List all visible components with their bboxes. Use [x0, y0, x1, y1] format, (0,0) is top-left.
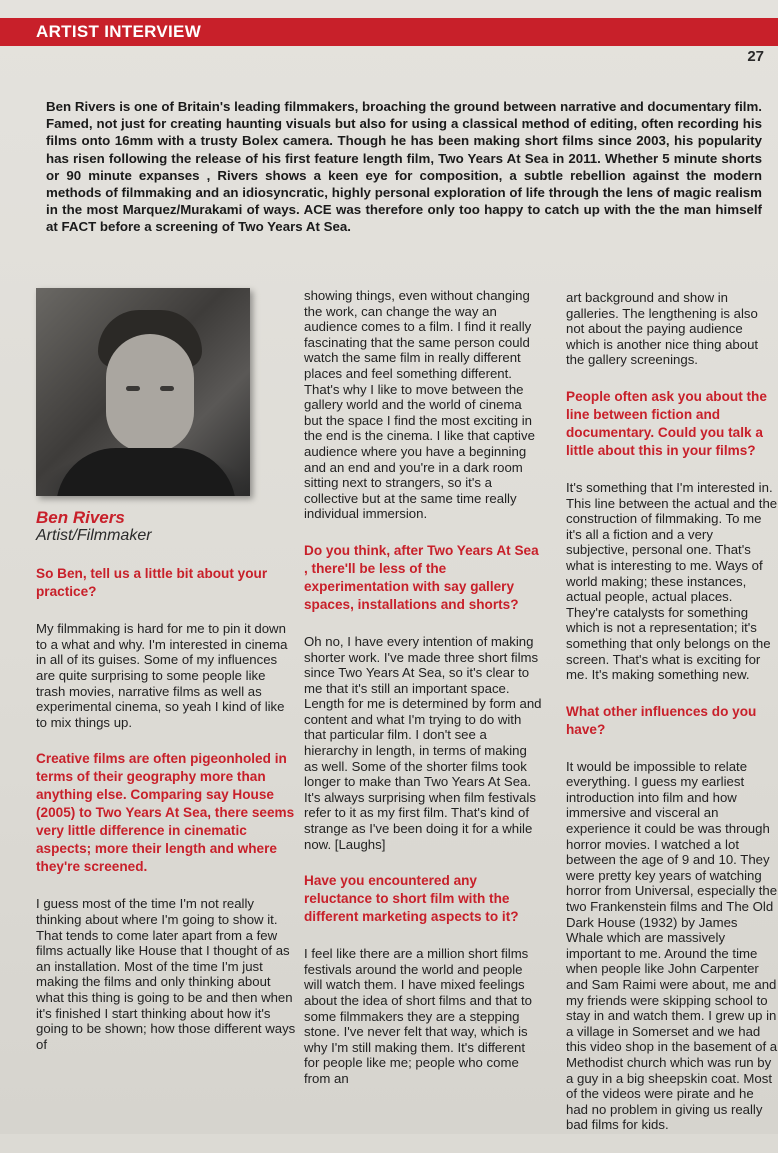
portrait-left-eye — [126, 386, 140, 391]
artist-name: Ben Rivers — [36, 508, 125, 527]
column-2 — [304, 288, 542, 1107]
answer-influences: It would be impossible to relate everything. I guess my earliest introduction into film and how immersive and visceral an experience it could be was through horror movies. I watched a lot between the age of 9 and 10. They were pretty key years of watching horror from Universal, especially the two Frankenstein films and The Old Dark House (1932) by James Whale which are massively important to me. Around the time when people like John Carpenter and Sam Raimi were about, me and my friends were skipping school to stay in and watch them. I grew up in a village in Somerset and we had this video shop in the basement of a Methodist church which was run by a guy in a big sheepskin coat. Most of the videos were pirate and he had no problem in giving us really bad films for kids. — [566, 758, 778, 1133]
answer-marketing: I feel like there are a million short films festivals around the world and people will watch them. I have mixed feelings about the idea of short films and that to some filmmakers they are a stepping stone. I've never felt that way, which is why I'm still making them. It's different for people like me; people who come from an — [304, 946, 532, 1086]
answer-marketing-continued: art background and show in galleries. The lengthening is also not about the paying audience which is another nice thing about the gallery screenings. — [566, 290, 759, 368]
section-title: ARTIST INTERVIEW — [36, 22, 202, 41]
column-1 — [36, 288, 298, 1072]
answer-practice: My filmmaking is hard for me to pin it down to a what and why. I'm interested in cinema in all of its guises. Some of my influences are quite surprising to some people like trash movies, narrative films as well as experimental cinema, so yeah I kind of like to mix things up. — [36, 621, 288, 730]
question-geography: Creative films are often pigeonholed in terms of their geography more than anything else. Comparing say House (2005) to Two Years At Sea, there seems very little difference in cinematic aspects; more their length and where they're screened. — [36, 751, 295, 875]
column-3 — [566, 290, 778, 1153]
question-experimentation: Do you think, after Two Years At Sea , there'll be less of the experimentation with say gallery spaces, installations and shorts? — [304, 542, 539, 612]
answer-experimentation: Oh no, I have every intention of making shorter work. I've made three short films since Two Years At Sea, so it's clear to me that it's still an important space. Length for me is determined by form and content and what I'm trying to do with that particular film. I don't see a hierarchy in length, in terms of making as well. Some of the shorter films took longer to make than Two Years At Sea. It's always surprising when film festivals refer to it as my first film. That's kind of strange as I've been doing it for a while now. [Laughs] — [304, 633, 542, 852]
question-fiction-documentary: People often ask you about the line between fiction and documentary. Could you talk a little about this in your films? — [566, 388, 767, 458]
answer-geography-continued: showing things, even without changing the work, can change the way an audience comes to a film. I find it really fascinating that the same person could watch the same film in really different places and feel something different. That's why I like to move between the gallery world and the world of cinema but the space I find the most exciting in the end is the cinema. I like that captive audience where you have a beginning and an end and you're in a dark room sitting next to strangers, so it's a collective but at the same time really individual immersion. — [304, 288, 535, 522]
portrait-right-eye — [160, 386, 174, 391]
portrait-face — [106, 334, 194, 452]
question-marketing: Have you encountered any reluctance to short film with the different marketing aspects to it? — [304, 873, 519, 925]
question-practice: So Ben, tell us a little bit about your practice? — [36, 566, 268, 600]
question-influences: What other influences do you have? — [566, 703, 757, 737]
page-number: 27 — [747, 48, 764, 65]
answer-fiction-documentary: It's something that I'm interested in. This line between the actual and the construction of filmmaking. To me it's all a fiction and a very subjective, personal one. That's what is interesting to me. Ways of world making; these instances, actual people, actual places. They're catalysts for something which is not a representation; it's something that only belongs on the screen. That's what is exciting for me. It's making something new. — [566, 479, 778, 683]
artist-role: Artist/Filmmaker — [36, 526, 152, 544]
portrait-shirt — [56, 448, 236, 496]
answer-geography: I guess most of the time I'm not really thinking about where I'm going to show it. That tends to come later apart from a few films actually like House that I thought of as an installation. Most of the time I'm just making the films and only thinking about what this thing is going to be and then when it's finished I start thinking about how it's going to be shown; how those different ways of — [36, 896, 296, 1052]
intro-paragraph: Ben Rivers is one of Britain's leading filmmakers, broaching the ground between narrative and documentary film. Famed, not just for creating haunting visuals but also for using a classical method of editing, often recording his films onto 16mm with a trusty Bolex camera. Though he has been making short films since 2003, his popularity has risen following the release of his first feature length film, Two Years At Sea in 2011. Whether 5 minute shorts or 90 minute expanses , Rivers shows a keen eye for composition, a subtle rebellion against the modern methods of filmmaking and an idiosyncratic, highly personal exploration of life through the lens of magic realism in the most Marquez/Murakami of ways. ACE was therefore only too happy to catch up with the the man himself at FACT before a screening of Two Years At Sea. — [46, 99, 762, 235]
artist-portrait-photo — [36, 288, 250, 496]
